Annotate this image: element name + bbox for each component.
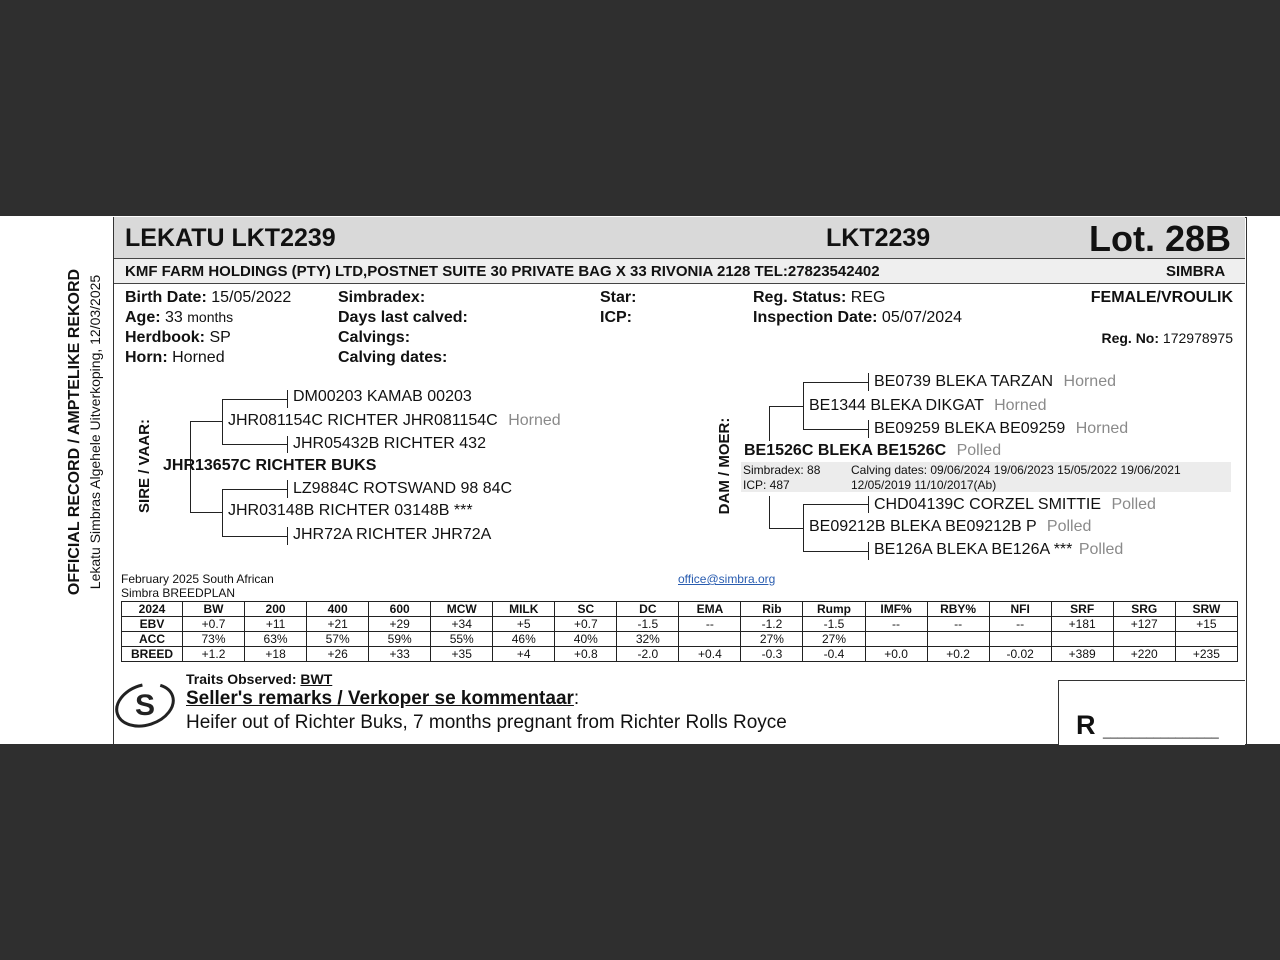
- ebv-table: [121, 601, 1238, 662]
- ebv-cell: +1.2: [183, 647, 245, 662]
- reg-status-label: Reg. Status:: [753, 289, 847, 306]
- pedigree-line: [190, 421, 222, 422]
- ebv-cell: +35: [431, 647, 493, 662]
- reg-no-row: [1101, 330, 1233, 346]
- ebv-header-cell: SC: [555, 602, 617, 617]
- remarks-text: Heifer out of Richter Buks, 7 months pregnant from Richter Rolls Royce: [186, 712, 787, 733]
- dam-sire-sire-horn: Horned: [1063, 373, 1116, 390]
- ebv-cell: [1175, 632, 1237, 647]
- simbra-logo-icon: [113, 680, 177, 730]
- ebv-header-cell: Rump: [803, 602, 865, 617]
- reserve-line: ________________: [1103, 724, 1219, 739]
- ebv-cell: +11: [245, 617, 307, 632]
- pedigree-line: [190, 512, 222, 513]
- sire-label: SIRE / VAAR:: [136, 419, 153, 513]
- ebv-cell: 40%: [555, 632, 617, 647]
- dam-calving-dates-cont: 12/05/2019 11/10/2017(Ab): [851, 478, 997, 492]
- pedigree-line: [287, 527, 288, 545]
- ebv-cell: [679, 632, 741, 647]
- pedigree-line: [287, 480, 288, 498]
- ebv-cell: +34: [431, 617, 493, 632]
- ebv-cell: [927, 632, 989, 647]
- sire-dam: JHR03148B RICHTER 03148B ***: [228, 502, 473, 519]
- ebv-row: [122, 632, 1238, 647]
- remarks-title: Seller's remarks / Verkoper se kommentaar: [186, 688, 574, 709]
- inspection-value: 05/07/2024: [881, 309, 962, 326]
- ebv-cell: -0.4: [803, 647, 865, 662]
- pedigree-line: [222, 444, 288, 445]
- pedigree-line: [868, 496, 869, 513]
- ebv-cell: -1.5: [617, 617, 679, 632]
- ebv-cell: 73%: [183, 632, 245, 647]
- ebv-cell: -1.2: [741, 617, 803, 632]
- dam-dam-dam-row: [874, 541, 1123, 559]
- pedigree-line: [222, 489, 288, 490]
- ebv-header-cell: MCW: [431, 602, 493, 617]
- traits-row: [186, 671, 332, 687]
- ebv-cell: +0.0: [865, 647, 927, 662]
- birth-date-label: Birth Date:: [125, 289, 207, 306]
- ebv-cell: 27%: [803, 632, 865, 647]
- star-label: Star:: [600, 289, 637, 306]
- calving-dates-label: Calving dates:: [338, 349, 448, 366]
- ebv-cell: +15: [1175, 617, 1237, 632]
- dam-sire-dam-row: [874, 420, 1128, 438]
- traits-value: BWT: [300, 671, 333, 687]
- ebv-cell: +181: [1051, 617, 1113, 632]
- sex-label: FEMALE/VROULIK: [1090, 289, 1233, 306]
- ebv-cell: -1.5: [803, 617, 865, 632]
- dam-dam-sire: CHD04139C CORZEL SMITTIE: [874, 496, 1102, 513]
- birth-date-value: 15/05/2022: [211, 289, 292, 306]
- breedplan-line1: February 2025 South African: [121, 572, 274, 586]
- pedigree-line: [769, 528, 803, 529]
- ebv-header-cell: BW: [183, 602, 245, 617]
- ebv-cell: +235: [1175, 647, 1237, 662]
- official-record-label: OFFICIAL RECORD / AMPTELIKE REKORD: [66, 268, 83, 596]
- sale-name-label: Lekatu Simbras Algehele Uitverkoping, 12/03/2025: [87, 274, 103, 590]
- ebv-cell: [1113, 632, 1175, 647]
- ebv-cell: 32%: [617, 632, 679, 647]
- sire-dam-dam: JHR72A RICHTER JHR72A: [293, 526, 492, 543]
- ebv-cell: -0.02: [989, 647, 1051, 662]
- ebv-header-cell: RBY%: [927, 602, 989, 617]
- pedigree-line: [868, 420, 869, 438]
- dam-dam-dam: BE126A BLEKA BE126A ***: [874, 541, 1073, 558]
- ebv-cell: [989, 632, 1051, 647]
- ebv-header-cell: DC: [617, 602, 679, 617]
- dam-sire-dam: BE09259 BLEKA BE09259: [874, 420, 1066, 437]
- ebv-cell: +127: [1113, 617, 1175, 632]
- reserve-label: R: [1076, 710, 1096, 740]
- ebv-header-row: [122, 602, 1238, 617]
- ebv-cell: -2.0: [617, 647, 679, 662]
- pedigree-line: [803, 551, 869, 552]
- ebv-header-cell: EMA: [679, 602, 741, 617]
- age-label: Age:: [125, 309, 161, 326]
- days-last-calved-label: Days last calved:: [338, 309, 468, 326]
- reg-status-row: [753, 289, 885, 307]
- ebv-cell: 27%: [741, 632, 803, 647]
- dam-sire: BE1344 BLEKA DIKGAT: [809, 397, 984, 414]
- dam-horn: Polled: [956, 442, 1002, 459]
- dam-row: [744, 442, 1001, 460]
- ebv-header-cell: 200: [245, 602, 307, 617]
- dam-sire-row: [809, 397, 1047, 415]
- logo-letter: S: [134, 689, 156, 722]
- age-value: 33: [165, 309, 183, 326]
- ebv-cell: +5: [493, 617, 555, 632]
- remarks-title-row: [186, 688, 579, 710]
- dam-sire-dam-horn: Horned: [1075, 420, 1129, 437]
- dam-sire-sire-row: [874, 373, 1116, 391]
- ebv-header-cell: SRW: [1175, 602, 1237, 617]
- animal-name: LEKATU LKT2239: [125, 224, 336, 252]
- herdbook-value: SP: [209, 329, 231, 346]
- ebv-cell: --: [679, 617, 741, 632]
- dam-dam-sire-row: [874, 496, 1156, 514]
- animal-code: LKT2239: [826, 224, 931, 252]
- dam-simbradex: Simbradex: 88: [743, 463, 821, 477]
- horn-value: Horned: [172, 349, 225, 366]
- horn-label: Horn:: [125, 349, 168, 366]
- pedigree-line: [222, 399, 288, 400]
- dam-sire-sire: BE0739 BLEKA TARZAN: [874, 373, 1054, 390]
- ebv-row: [122, 617, 1238, 632]
- ebv-cell: +33: [369, 647, 431, 662]
- ebv-row-label: ACC: [122, 632, 183, 647]
- inspection-label: Inspection Date:: [753, 309, 878, 326]
- reg-no-label: Reg. No:: [1101, 330, 1160, 346]
- breedplan-line2: Simbra BREEDPLAN: [121, 586, 236, 600]
- pedigree-line: [803, 429, 869, 430]
- herdbook-label: Herdbook:: [125, 329, 205, 346]
- ebv-row: [122, 647, 1238, 662]
- traits-label: Traits Observed:: [186, 671, 297, 687]
- pedigree-line: [803, 382, 804, 429]
- dam-sire-horn: Horned: [994, 397, 1047, 414]
- ebv-cell: 55%: [431, 632, 493, 647]
- herdbook-row: [125, 329, 231, 347]
- pedigree-line: [287, 436, 288, 453]
- pedigree-line: [287, 390, 288, 408]
- pedigree-line: [222, 536, 288, 537]
- ebv-cell: +4: [493, 647, 555, 662]
- pedigree-line: [803, 504, 869, 505]
- ebv-cell: +0.7: [183, 617, 245, 632]
- ebv-cell: +18: [245, 647, 307, 662]
- reg-no-value: 172978975: [1162, 330, 1233, 346]
- sire-sire-horn: Horned: [508, 412, 561, 429]
- ebv-cell: [1051, 632, 1113, 647]
- dam-dam: BE09212B BLEKA BE09212B P: [809, 518, 1037, 535]
- sire-name: JHR13657C RICHTER BUKS: [163, 457, 377, 474]
- pedigree-line: [803, 504, 804, 551]
- dam-dam-sire-horn: Polled: [1111, 496, 1156, 513]
- email-link[interactable]: office@simbra.org: [678, 572, 776, 586]
- simbradex-label: Simbradex:: [338, 289, 426, 306]
- ebv-cell: +29: [369, 617, 431, 632]
- ebv-cell: 63%: [245, 632, 307, 647]
- ebv-cell: --: [989, 617, 1051, 632]
- ebv-header-cell: Rib: [741, 602, 803, 617]
- ebv-cell: --: [865, 617, 927, 632]
- ebv-cell: +220: [1113, 647, 1175, 662]
- pedigree-line: [803, 382, 869, 383]
- ebv-cell: 57%: [307, 632, 369, 647]
- ebv-cell: +389: [1051, 647, 1113, 662]
- reg-status-value: REG: [850, 289, 886, 306]
- ebv-cell: +0.4: [679, 647, 741, 662]
- pedigree-line: [769, 406, 770, 441]
- birth-date-row: [125, 289, 291, 307]
- dam-icp: ICP: 487: [743, 478, 790, 492]
- breed-name: SIMBRA: [1166, 263, 1226, 280]
- pedigree-line: [868, 373, 869, 391]
- inspection-row: [753, 309, 962, 327]
- ebv-cell: +26: [307, 647, 369, 662]
- ebv-header-cell: SRG: [1113, 602, 1175, 617]
- ebv-row-label: BREED: [122, 647, 183, 662]
- dam-label: DAM / MOER:: [716, 417, 733, 515]
- dam-name: BE1526C BLEKA BE1526C: [744, 442, 947, 459]
- dam-dam-dam-horn: Polled: [1078, 541, 1124, 558]
- ebv-cell: +0.8: [555, 647, 617, 662]
- age-row: [125, 309, 233, 327]
- ebv-cell: +21: [307, 617, 369, 632]
- ebv-header-cell: NFI: [989, 602, 1051, 617]
- ebv-cell: 46%: [493, 632, 555, 647]
- ebv-row-label: EBV: [122, 617, 183, 632]
- owner-details: KMF FARM HOLDINGS (PTY) LTD,POSTNET SUITE 30 PRIVATE BAG X 33 RIVONIA 2128 TEL:27823542402: [125, 263, 880, 280]
- dam-dam-row: [809, 518, 1091, 536]
- pedigree-line: [769, 496, 770, 528]
- sire-sire-dam: JHR05432B RICHTER 432: [293, 435, 486, 452]
- pedigree-line: [222, 489, 223, 536]
- pedigree-line: [769, 406, 803, 407]
- horn-row: [125, 349, 225, 367]
- ebv-header-cell: SRF: [1051, 602, 1113, 617]
- remarks-colon: :: [573, 688, 580, 709]
- pedigree-line: [222, 399, 223, 444]
- ebv-cell: +0.7: [555, 617, 617, 632]
- calvings-label: Calvings:: [338, 329, 411, 346]
- ebv-cell: +0.2: [927, 647, 989, 662]
- ebv-cell: [865, 632, 927, 647]
- dam-calving-dates: Calving dates: 09/06/2024 19/06/2023 15/05/2022 19/06/2021: [851, 463, 1181, 477]
- sire-dam-sire: LZ9884C ROTSWAND 98 84C: [293, 480, 513, 497]
- pedigree-line: [868, 542, 869, 560]
- icp-label: ICP:: [600, 309, 632, 326]
- ebv-header-cell: 400: [307, 602, 369, 617]
- sire-sire-sire: DM00203 KAMAB 00203: [293, 388, 472, 405]
- age-unit: months: [187, 309, 234, 325]
- lot-number: Lot. 28B: [1089, 218, 1232, 259]
- dam-dam-horn: Polled: [1046, 518, 1092, 535]
- ebv-cell: 59%: [369, 632, 431, 647]
- ebv-header-cell: 2024: [122, 602, 183, 617]
- ebv-header-cell: MILK: [493, 602, 555, 617]
- ebv-cell: --: [927, 617, 989, 632]
- sire-sire: JHR081154C RICHTER JHR081154C: [228, 412, 498, 429]
- ebv-header-cell: IMF%: [865, 602, 927, 617]
- sire-sire-row: [228, 412, 561, 430]
- ebv-header-cell: 600: [369, 602, 431, 617]
- catalogue-sheet: [0, 216, 1280, 744]
- ebv-cell: -0.3: [741, 647, 803, 662]
